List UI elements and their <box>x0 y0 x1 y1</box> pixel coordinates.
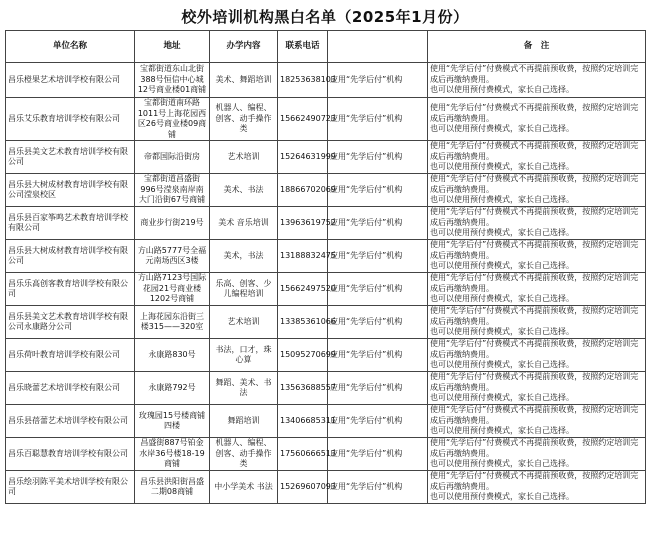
unit-name-cell: 昌乐县百家筝鸣艺术教育培训学校有限公司 <box>6 207 135 240</box>
recommend-cell: 应用“先学后付”机构 <box>328 438 428 471</box>
note-line-choice: 也可以使用预付费模式，家长自己选择。 <box>430 360 574 370</box>
note-cell <box>428 207 646 240</box>
address-cell: 昌乐县洪阳街昌盛二期08商铺 <box>135 471 210 504</box>
header-phone: 联系电话 <box>278 31 328 63</box>
note-cell <box>428 438 646 471</box>
address-cell: 昌盛街887号铂金水岸36号楼18-19商铺 <box>135 438 210 471</box>
unit-name-cell: 昌乐县大树成材教育培训学校有限公司滢泉校区 <box>6 174 135 207</box>
header-blank <box>328 31 428 63</box>
note-cell <box>428 339 646 372</box>
document-title: 校外培训机构黑白名单（2025年1月份） <box>181 8 469 26</box>
recommend-cell: 应用“先学后付”机构 <box>328 306 428 339</box>
content-cell: 舞蹈培训 <box>210 405 278 438</box>
phone-cell: 13406685311 <box>278 405 328 438</box>
phone-cell: 18253638103 <box>278 63 328 98</box>
address-cell: 宝都街道南环路1011号上海花园西区26号商业楼09商铺 <box>135 98 210 141</box>
content-cell: 美术 音乐培训 <box>210 207 278 240</box>
note-cell <box>428 471 646 504</box>
recommend-cell: 应用“先学后付”机构 <box>328 174 428 207</box>
table-row <box>6 471 646 504</box>
recommend-cell: 应用“先学后付”机构 <box>328 240 428 273</box>
note-line-choice: 也可以使用预付费模式，家长自己选择。 <box>430 85 574 95</box>
note-line-choice: 也可以使用预付费模式，家长自己选择。 <box>430 294 574 304</box>
note-line-prepay: 使用“先学后付”付费模式不再提前预收费，按照约定培训完成后再缴纳费用。 <box>430 372 639 392</box>
unit-name-cell: 昌乐乐高创客教育培训学校有限公司 <box>6 273 135 306</box>
note-line-prepay: 使用“先学后付”付费模式不再提前预收费，按照约定培训完成后再缴纳费用。 <box>430 273 639 293</box>
table-row <box>6 273 646 306</box>
unit-name-cell: 昌乐百聪慧教育培训学校有限公司 <box>6 438 135 471</box>
phone-cell: 15269607093 <box>278 471 328 504</box>
note-line-prepay: 使用“先学后付”付费模式不再提前预收费，按照约定培训完成后再缴纳费用。 <box>430 438 639 458</box>
phone-cell: 13963619752 <box>278 207 328 240</box>
content-cell: 美术，书法 <box>210 240 278 273</box>
table-row <box>6 438 646 471</box>
recommend-cell: 应用“先学后付”机构 <box>328 405 428 438</box>
note-line-choice: 也可以使用预付费模式，家长自己选择。 <box>430 261 574 271</box>
unit-name-cell: 昌乐橙果艺术培训学校有限公司 <box>6 63 135 98</box>
unit-name-cell: 昌乐晓蕾艺术培训学校有限公司 <box>6 372 135 405</box>
content-cell: 书法，口才，珠心算 <box>210 339 278 372</box>
recommend-cell: 应用“先学后付”机构 <box>328 98 428 141</box>
note-line-prepay: 使用“先学后付”付费模式不再提前预收费，按照约定培训完成后再缴纳费用。 <box>430 405 639 425</box>
address-cell: 永康路792号 <box>135 372 210 405</box>
phone-cell: 13188832475 <box>278 240 328 273</box>
table-header-row <box>6 31 646 63</box>
unit-name-cell: 昌乐艾乐教育培训学校有限公司 <box>6 98 135 141</box>
note-cell <box>428 141 646 174</box>
content-cell: 中小学美术 书法 <box>210 471 278 504</box>
phone-cell: 13385361066 <box>278 306 328 339</box>
note-line-choice: 也可以使用预付费模式，家长自己选择。 <box>430 426 574 436</box>
phone-cell: 13563688557 <box>278 372 328 405</box>
phone-cell: 15662497520 <box>278 273 328 306</box>
note-line-prepay: 使用“先学后付”付费模式不再提前预收费，按照约定培训完成后再缴纳费用。 <box>430 240 639 260</box>
unit-name-cell: 昌乐县大树成材教育培训学校有限公司 <box>6 240 135 273</box>
header-content: 办学内容 <box>210 31 278 63</box>
address-cell: 玫瑰园15号楼商铺四楼 <box>135 405 210 438</box>
note-line-choice: 也可以使用预付费模式，家长自己选择。 <box>430 195 574 205</box>
recommend-cell: 应用“先学后付”机构 <box>328 207 428 240</box>
note-cell <box>428 174 646 207</box>
phone-cell: 18866702069 <box>278 174 328 207</box>
table-row <box>6 174 646 207</box>
content-cell: 机器人、编程、创客、动手操作类 <box>210 438 278 471</box>
recommend-cell: 应用“先学后付”机构 <box>328 273 428 306</box>
unit-name-cell: 昌乐县美文艺术教育培训学校有限公司永康路分公司 <box>6 306 135 339</box>
recommend-cell: 应用“先学后付”机构 <box>328 63 428 98</box>
note-line-choice: 也可以使用预付费模式，家长自己选择。 <box>430 228 574 238</box>
header-address: 地址 <box>135 31 210 63</box>
unit-name-cell: 昌乐县蓓蕾艺术培训学校有限公司 <box>6 405 135 438</box>
table-row <box>6 372 646 405</box>
address-cell: 永康路830号 <box>135 339 210 372</box>
table-row <box>6 98 646 141</box>
content-cell: 乐高、创客、少儿编程培训 <box>210 273 278 306</box>
phone-cell: 15662490723 <box>278 98 328 141</box>
note-line-prepay: 使用“先学后付”付费模式不再提前预收费，按照约定培训完成后再缴纳费用。 <box>430 103 639 123</box>
note-cell <box>428 240 646 273</box>
phone-cell: 15095270699 <box>278 339 328 372</box>
note-line-choice: 也可以使用预付费模式，家长自己选择。 <box>430 327 574 337</box>
note-line-prepay: 使用“先学后付”付费模式不再提前预收费，按照约定培训完成后再缴纳费用。 <box>430 306 639 326</box>
address-cell: 帝都国际沿街房 <box>135 141 210 174</box>
unit-name-cell: 昌乐县美文艺术教育培训学校有限公司 <box>6 141 135 174</box>
note-line-prepay: 使用“先学后付”付费模式不再提前预收费，按照约定培训完成后再缴纳费用。 <box>430 64 639 84</box>
note-cell <box>428 405 646 438</box>
note-line-prepay: 使用“先学后付”付费模式不再提前预收费，按照约定培训完成后再缴纳费用。 <box>430 207 639 227</box>
content-cell: 美术、舞蹈培训 <box>210 63 278 98</box>
note-cell <box>428 63 646 98</box>
note-line-prepay: 使用“先学后付”付费模式不再提前预收费，按照约定培训完成后再缴纳费用。 <box>430 339 639 359</box>
recommend-cell: 应用“先学后付”机构 <box>328 339 428 372</box>
table-row <box>6 141 646 174</box>
table-row <box>6 240 646 273</box>
table-row <box>6 306 646 339</box>
note-cell <box>428 306 646 339</box>
institution-table <box>5 30 646 504</box>
unit-name-cell: 昌乐荷叶教育培训学校有限公司 <box>6 339 135 372</box>
address-cell: 宝都街道东山北街388号恒信中心城12号商业楼01商铺 <box>135 63 210 98</box>
note-cell <box>428 98 646 141</box>
address-cell: 方山路7123号国际花园21号商业楼1202号商铺 <box>135 273 210 306</box>
note-cell <box>428 372 646 405</box>
phone-cell: 15264631999 <box>278 141 328 174</box>
content-cell: 机器人、编程、创客、动手操作类 <box>210 98 278 141</box>
address-cell: 宝都街道昌盛街996号滢泉南岸南大门沿街67号商铺 <box>135 174 210 207</box>
content-cell: 艺术培训 <box>210 141 278 174</box>
content-cell: 舞蹈、美术、书法 <box>210 372 278 405</box>
table-row <box>6 405 646 438</box>
note-line-prepay: 使用“先学后付”付费模式不再提前预收费，按照约定培训完成后再缴纳费用。 <box>430 471 639 491</box>
note-line-choice: 也可以使用预付费模式，家长自己选择。 <box>430 162 574 172</box>
note-line-choice: 也可以使用预付费模式，家长自己选择。 <box>430 492 574 502</box>
header-unit-name: 单位名称 <box>6 31 135 63</box>
content-cell: 美术、书法 <box>210 174 278 207</box>
note-line-choice: 也可以使用预付费模式，家长自己选择。 <box>430 393 574 403</box>
address-cell: 方山路5777号全福元南场西区3楼 <box>135 240 210 273</box>
note-line-choice: 也可以使用预付费模式，家长自己选择。 <box>430 124 574 134</box>
table-body <box>6 63 646 504</box>
phone-cell: 17560666513 <box>278 438 328 471</box>
table-row <box>6 63 646 98</box>
table-row <box>6 339 646 372</box>
note-line-prepay: 使用“先学后付”付费模式不再提前预收费，按照约定培训完成后再缴纳费用。 <box>430 141 639 161</box>
content-cell: 艺术培训 <box>210 306 278 339</box>
note-cell <box>428 273 646 306</box>
note-line-choice: 也可以使用预付费模式，家长自己选择。 <box>430 459 574 469</box>
unit-name-cell: 昌乐绘羽陈平美术培训学校有限公司 <box>6 471 135 504</box>
recommend-cell: 应用“先学后付”机构 <box>328 141 428 174</box>
header-note: 备 注 <box>428 31 646 63</box>
address-cell: 商业步行街219号 <box>135 207 210 240</box>
recommend-cell: 应用“先学后付”机构 <box>328 372 428 405</box>
address-cell: 上海花园东沿街三楼315——320室 <box>135 306 210 339</box>
table-row <box>6 207 646 240</box>
note-line-prepay: 使用“先学后付”付费模式不再提前预收费，按照约定培训完成后再缴纳费用。 <box>430 174 639 194</box>
recommend-cell: 应用“先学后付”机构 <box>328 471 428 504</box>
